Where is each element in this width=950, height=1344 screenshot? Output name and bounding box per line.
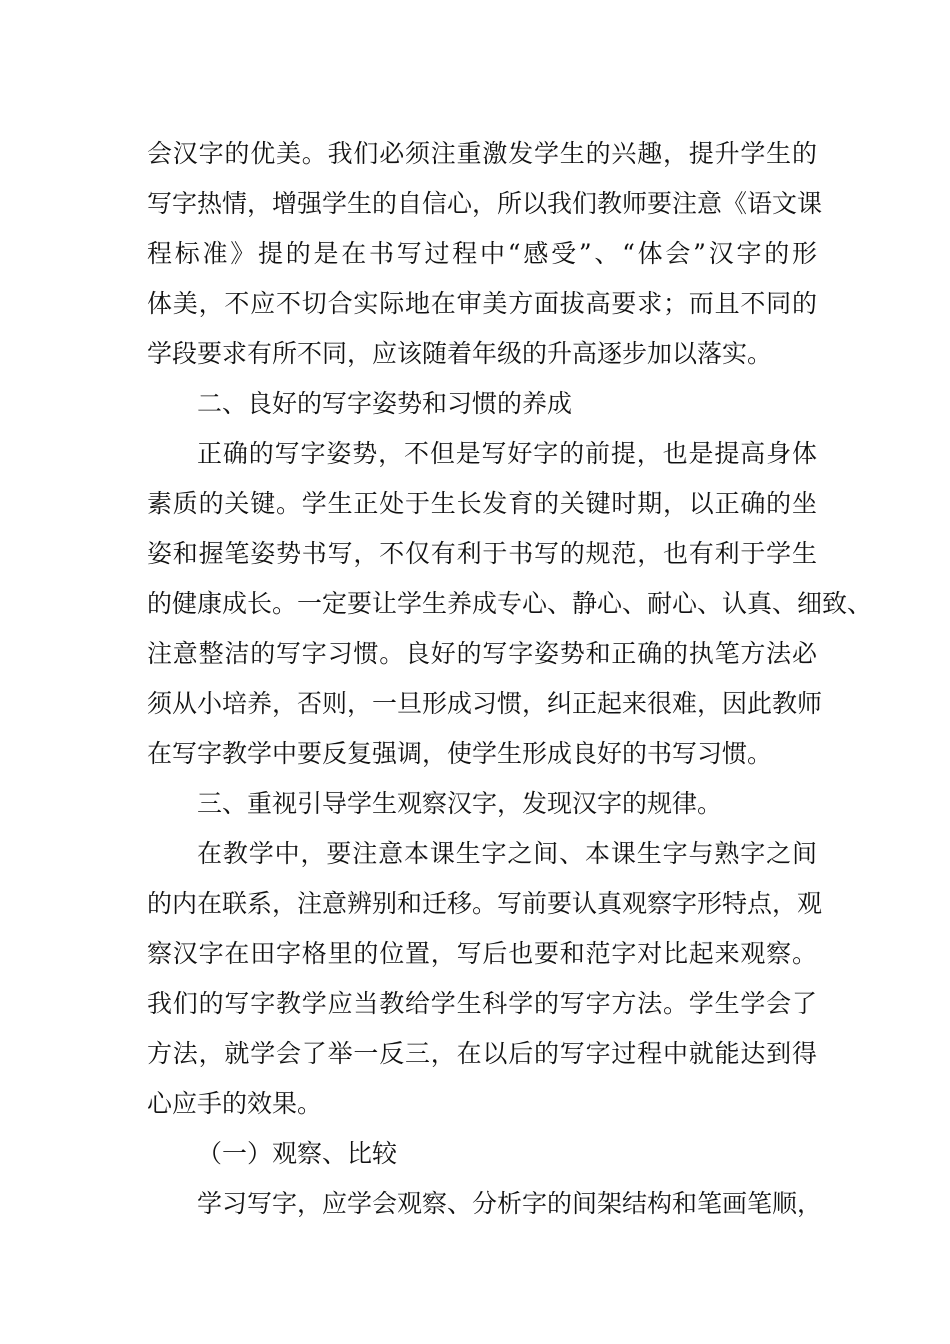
text-line: 在教学中，要注意本课生字之间、本课生字与熟字之间 (197, 839, 817, 868)
text-line: 写字热情，增强学生的自信心，所以我们教师要注意《语文课 (147, 189, 823, 218)
text-line: 心应手的效果。 (147, 1089, 323, 1118)
text-line: 在写字教学中要反复强调，使学生形成良好的书写习惯。 (147, 739, 773, 768)
section-heading: 二、良好的写字姿势和习惯的养成 (197, 389, 573, 418)
subsection-heading: （一）观察、比较 (197, 1139, 398, 1168)
text-line: 素质的关键。学生正处于生长发育的关键时期，以正确的坐 (147, 489, 817, 518)
text-line: 姿和握笔姿势书写，不仅有利于书写的规范，也有利于学生 (147, 539, 817, 568)
text-line: 注意整洁的写字习惯。良好的写字姿势和正确的执笔方法必 (147, 639, 817, 668)
text-line: 察汉字在田字格里的位置，写后也要和范字对比起来观察。 (147, 939, 817, 968)
text-line: 学段要求有所不同，应该随着年级的升高逐步加以落实。 (147, 339, 773, 368)
text-line: 学习写字，应学会观察、分析字的间架结构和笔画笔顺， (197, 1189, 823, 1218)
text-line: 会汉字的优美。我们必须注重激发学生的兴趣，提升学生的 (147, 139, 817, 168)
text-line: 方法，就学会了举一反三，在以后的写字过程中就能达到得 (147, 1039, 817, 1068)
text-line: 须从小培养，否则，一旦形成习惯，纠正起来很难，因此教师 (147, 689, 823, 718)
text-line: 体美，不应不切合实际地在审美方面拔高要求；而且不同的 (147, 289, 817, 318)
section-heading: 三、重视引导学生观察汉字，发现汉字的规律。 (197, 789, 723, 818)
text-line: 的内在联系，注意辨别和迁移。写前要认真观察字形特点，观 (147, 889, 823, 918)
text-line: 我们的写字教学应当教给学生科学的写字方法。学生学会了 (147, 989, 817, 1018)
text-line: 程标准》提的是在书写过程中“感受”、“体会”汉字的形 (147, 239, 817, 268)
text-line: 的健康成长。一定要让学生养成专心、静心、耐心、认真、细致、 (147, 589, 873, 618)
text-line: 正确的写字姿势，不但是写好字的前提，也是提高身体 (197, 439, 817, 468)
body-text (147, 129, 873, 1229)
